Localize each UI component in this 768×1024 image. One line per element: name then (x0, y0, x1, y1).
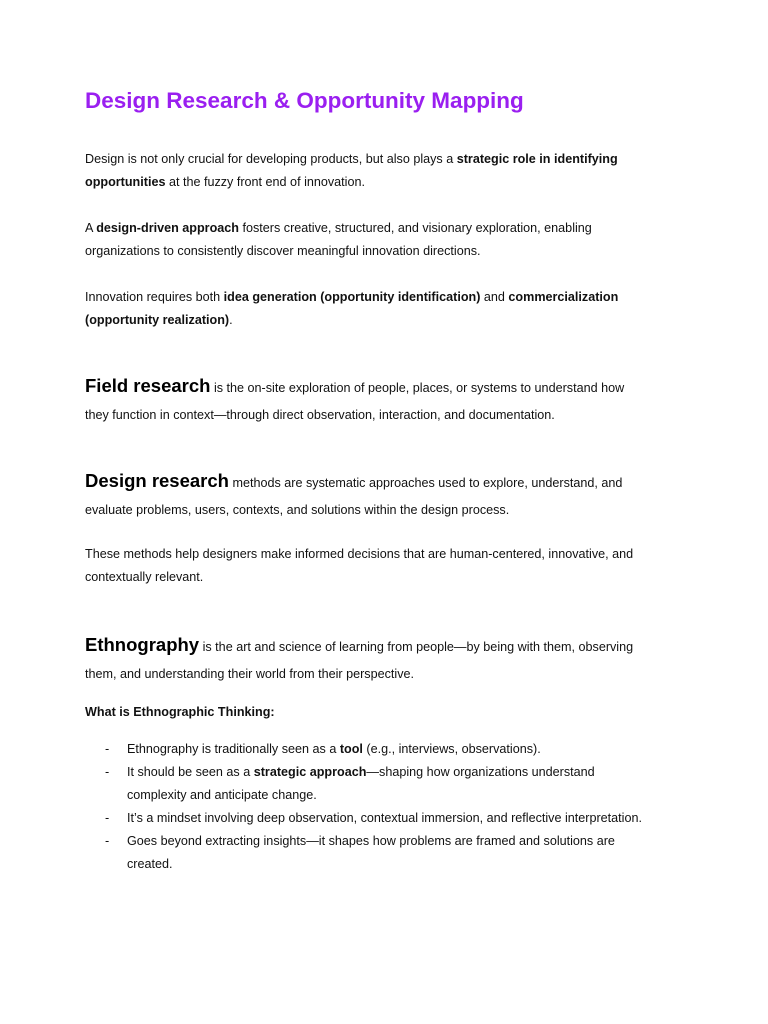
intro-paragraph-1 (85, 148, 645, 194)
intro-1-text-a: Design is not only crucial for developing products, but also plays a (85, 152, 457, 166)
ethnography-term: Ethnography (85, 634, 200, 655)
list-item-text-a: It should be seen as a (127, 765, 254, 779)
field-research-term: Field research (85, 375, 211, 396)
list-bullet-marker: - (105, 834, 110, 848)
field-research-paragraph (85, 372, 645, 429)
intro-2-text-a: A (85, 221, 97, 235)
page-title: Design Research & Opportunity Mapping (85, 88, 524, 113)
intro-3-text-e: . (229, 313, 233, 327)
intro-3-emphasis-2: commercialization (opportunity realization) (85, 290, 619, 327)
intro-paragraph-3 (85, 286, 645, 332)
list-item-emphasis: tool (339, 742, 363, 756)
list-item-text-a: Ethnography is traditionally seen as a (127, 742, 340, 756)
ethnographic-thinking-heading: What is Ethnographic Thinking: (85, 705, 275, 719)
design-research-text: methods are systematic approaches used to explore, understand, and evaluate problems, users, contexts, and solutions within the design process. (85, 476, 623, 517)
design-research-followup: These methods help designers make informed decisions that are human-centered, innovative, and contextually relevant. (85, 547, 634, 584)
list-item-emphasis: strategic approach (253, 765, 367, 779)
design-research-paragraph (85, 467, 645, 524)
list-bullet-marker: - (105, 811, 110, 825)
design-research-term: Design research (85, 470, 229, 491)
ethnography-paragraph (85, 631, 645, 688)
list-item (85, 830, 645, 876)
list-item-text-c: (e.g., interviews, observations). (362, 742, 541, 756)
intro-3-text-c: and (480, 290, 509, 304)
list-item (85, 807, 645, 830)
ethnographic-thinking-list (85, 738, 645, 876)
list-item-text-a: Goes beyond extracting insights—it shapes how problems are framed and solutions are created. (127, 834, 615, 871)
list-item-text-a: It’s a mindset involving deep observation, contextual immersion, and reflective interpretation. (127, 811, 642, 825)
intro-2-emphasis: design-driven approach (96, 221, 239, 235)
intro-3-text-a: Innovation requires both (85, 290, 224, 304)
list-item-text-c: —shaping how organizations understand complexity and anticipate change. (127, 765, 595, 802)
intro-2-text-c: fosters creative, structured, and visionary exploration, enabling organizations to consistently discover meaningful innovation directions. (85, 221, 592, 258)
list-item (85, 761, 645, 807)
intro-1-text-c: at the fuzzy front end of innovation. (165, 175, 365, 189)
list-bullet-marker: - (105, 742, 110, 756)
ethnography-text: is the art and science of learning from people—by being with them, observing them, and understanding their world from their perspective. (85, 640, 634, 681)
intro-paragraph-2 (85, 217, 645, 263)
field-research-text: is the on-site exploration of people, places, or systems to understand how they function in context—through direct observation, interaction, and documentation. (85, 381, 625, 422)
intro-3-emphasis-1: idea generation (opportunity identification) (223, 290, 481, 304)
list-bullet-marker: - (105, 765, 110, 779)
intro-1-emphasis: strategic role in identifying opportunities (85, 152, 618, 189)
list-item (85, 738, 645, 761)
